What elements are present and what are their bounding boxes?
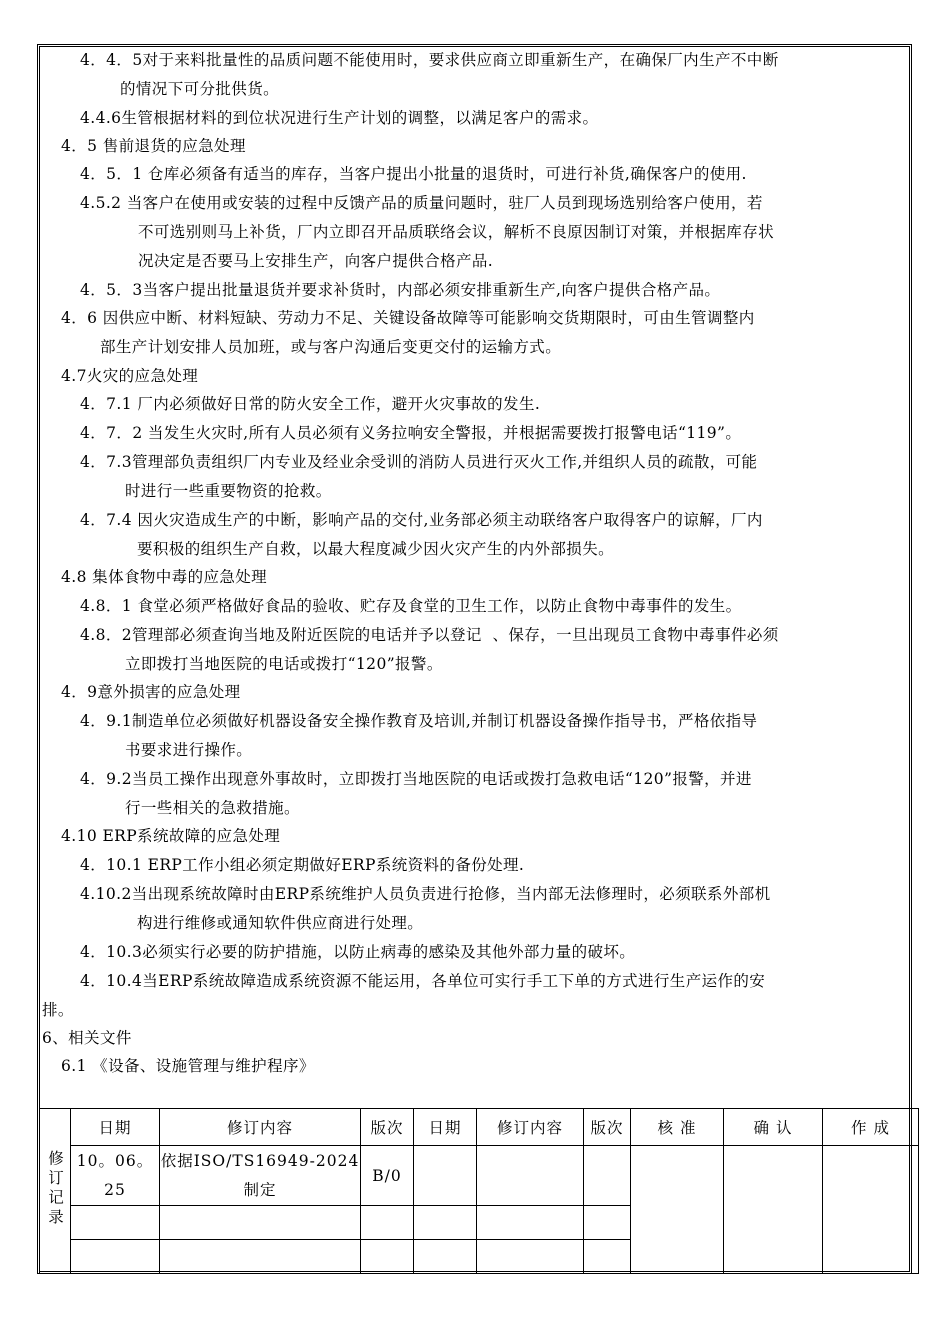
clause-4-5-2-cont2: 况决定是否要马上安排生产，向客户提供合格产品. <box>138 252 494 270</box>
clause-4-7-4: 4．7.4 因火灾造成生产的中断，影响产品的交付,业务部必须主动联络客户取得客户的谅解，厂内 <box>80 511 763 529</box>
heading-6: 6、相关文件 <box>42 1029 132 1047</box>
row2-version <box>361 1206 414 1240</box>
row3-date-2 <box>414 1240 477 1274</box>
clause-4-5-2: 4.5.2 当客户在使用或安装的过程中反馈产品的质量问题时，驻厂人员到现场选别给客户使用，若 <box>80 194 763 212</box>
clause-4-7-3-cont: 时进行一些重要物资的抢救。 <box>125 482 332 500</box>
approve-cell <box>631 1146 724 1274</box>
clause-4-6-cont: 部生产计划安排人员加班，或与客户沟通后变更交付的运输方式。 <box>100 338 562 356</box>
row1-date <box>71 1146 160 1206</box>
clause-4-5-2-cont1: 不可选别则马上补货，厂内立即召开品质联络会议，解析不良原因制订对策，并根据库存状 <box>138 223 775 241</box>
clause-4-10-4-cont: 排。 <box>42 1001 74 1019</box>
header-date-1: 日期 <box>71 1109 160 1146</box>
row3-content-2 <box>477 1240 584 1274</box>
row1-content-2 <box>477 1146 584 1206</box>
clause-6-1: 6.1 《设备、设施管理与维护程序》 <box>61 1057 315 1075</box>
clause-4-10-2-cont: 构进行维修或通知软件供应商进行处理。 <box>137 914 424 932</box>
revision-side-label: 修订记录 <box>46 1150 64 1228</box>
revision-side-label-cell <box>40 1109 71 1274</box>
clause-4-4-6: 4.4.6生管根据材料的到位状况进行生产计划的调整，以满足客户的需求。 <box>80 109 599 127</box>
clause-4-6: 4．6 因供应中断、材料短缺、劳动力不足、关键设备故障等可能影响交货期限时，可由生管调整内 <box>61 309 755 327</box>
header-date-2: 日期 <box>414 1109 477 1146</box>
clause-4-8-2: 4.8．2管理部必须查询当地及附近医院的电话并予以登记 、保存，一旦出现员工食物中毒事件必须 <box>80 626 779 644</box>
row1-date-line1: 10。06。 <box>76 1151 154 1170</box>
header-confirm: 确 认 <box>724 1109 823 1146</box>
row1-version-2 <box>584 1146 631 1206</box>
clause-4-9-1: 4．9.1制造单位必须做好机器设备安全操作教育及培训,并制订机器设备操作指导书，严格依指导 <box>80 712 758 730</box>
heading-4-7: 4.7火灾的应急处理 <box>61 367 199 385</box>
row3-version-2 <box>584 1240 631 1274</box>
clause-4-7-4-cont: 要积极的组织生产自救，以最大程度减少因火灾产生的内外部损失。 <box>137 540 615 558</box>
row1-content-line1: 依据ISO/TS16949-2024 <box>160 1151 360 1170</box>
row3-date <box>71 1240 160 1274</box>
clause-4-7-3: 4．7.3管理部负责组织厂内专业及经业余受训的消防人员进行灭火工作,并组织人员的疏散，可能 <box>80 453 758 471</box>
prepare-cell <box>823 1146 919 1274</box>
clause-4-10-1: 4．10.1 ERP工作小组必须定期做好ERP系统资料的备份处理. <box>80 856 525 874</box>
clause-4-10-4: 4．10.4当ERP系统故障造成系统资源不能运用，各单位可实行手工下单的方式进行生产运作的安 <box>80 972 766 990</box>
clause-4-7-2: 4．7．2 当发生火灾时,所有人员必须有义务拉响安全警报，并根据需要拨打报警电话“119”。 <box>80 424 742 442</box>
row1-version: B/0 <box>361 1146 414 1206</box>
row3-content <box>160 1240 361 1274</box>
clause-4-9-1-cont: 书要求进行操作。 <box>125 741 253 759</box>
row2-date <box>71 1206 160 1240</box>
row1-date-line2: 25 <box>104 1180 126 1199</box>
row1-content-line2: 制定 <box>243 1180 277 1199</box>
header-approve: 核 准 <box>631 1109 724 1146</box>
revision-record-table <box>39 1108 919 1274</box>
clause-4-4-5: 4．4．5对于来料批量性的品质问题不能使用时，要求供应商立即重新生产，在确保厂内生产不中断 <box>80 51 779 69</box>
clause-4-4-5-cont: 的情况下可分批供货。 <box>120 80 280 98</box>
clause-4-5-3: 4．5．3当客户提出批量退货并要求补货时，内部必须安排重新生产,向客户提供合格产品。 <box>80 281 721 299</box>
heading-4-10: 4.10 ERP系统故障的应急处理 <box>61 827 281 845</box>
header-prepare: 作 成 <box>823 1109 919 1146</box>
clause-4-5-1: 4．5．1 仓库必须备有适当的库存，当客户提出小批量的退货时，可进行补货,确保客户的使用. <box>80 165 747 183</box>
clause-4-7-1: 4．7.1 厂内必须做好日常的防火安全工作，避开火灾事故的发生. <box>80 395 541 413</box>
row2-date-2 <box>414 1206 477 1240</box>
clause-4-8-1: 4.8．1 食堂必须严格做好食品的验收、贮存及食堂的卫生工作，以防止食物中毒事件的发生。 <box>80 597 742 615</box>
clause-4-9-2: 4．9.2当员工操作出现意外事故时，立即拨打当地医院的电话或拨打急救电话“120”报警，并进 <box>80 770 752 788</box>
heading-4-8: 4.8 集体食物中毒的应急处理 <box>61 568 268 586</box>
row1-date-2 <box>414 1146 477 1206</box>
clause-4-10-2: 4.10.2当出现系统故障时由ERP系统维护人员负责进行抢修，当内部无法修理时，必须联系外部机 <box>80 885 771 903</box>
heading-4-9: 4．9意外损害的应急处理 <box>61 683 241 701</box>
header-content-1: 修订内容 <box>160 1109 361 1146</box>
row1-content <box>160 1146 361 1206</box>
header-version-2: 版次 <box>584 1109 631 1146</box>
row3-version <box>361 1240 414 1274</box>
confirm-cell <box>724 1146 823 1274</box>
header-version-1: 版次 <box>361 1109 414 1146</box>
clause-4-8-2-cont: 立即拨打当地医院的电话或拨打“120”报警。 <box>125 655 443 673</box>
row2-content-2 <box>477 1206 584 1240</box>
clause-4-9-2-cont: 行一些相关的急救措施。 <box>125 799 300 817</box>
header-content-2: 修订内容 <box>477 1109 584 1146</box>
heading-4-5: 4．5 售前退货的应急处理 <box>61 137 246 155</box>
row2-version-2 <box>584 1206 631 1240</box>
row2-content <box>160 1206 361 1240</box>
clause-4-10-3: 4．10.3必须实行必要的防护措施，以防止病毒的感染及其他外部力量的破坏。 <box>80 943 636 961</box>
